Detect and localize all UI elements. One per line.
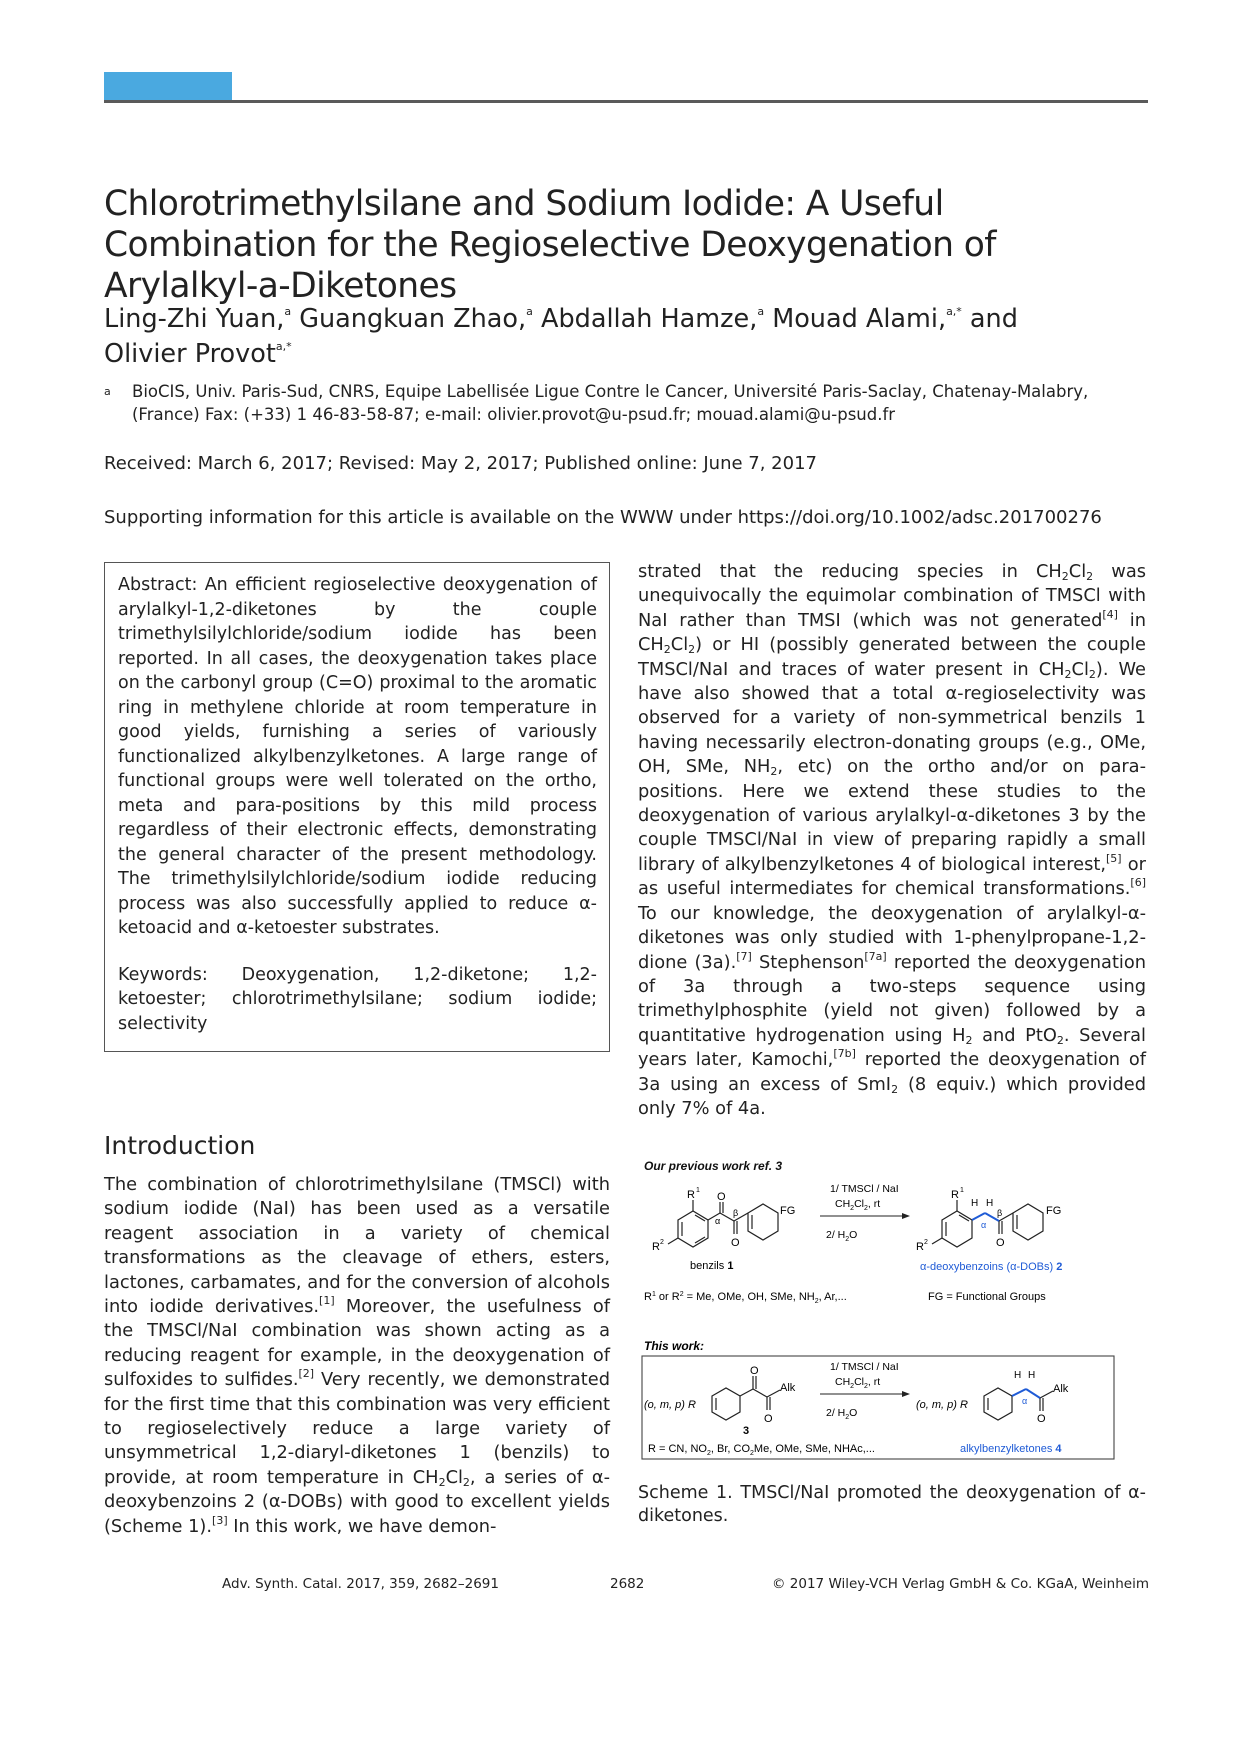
text-run: ) or HI (possibly generated between the couple TMSCl/NaI and traces of water present in CH xyxy=(638,634,1146,680)
citation-ref[interactable]: [7b] xyxy=(833,1047,856,1061)
intro-text-run: Moreover, the usefulness of the TMSCl/NaI combination was shown acting as a reducing reagent for example, in the deoxygenation of sulfoxides to sulfides. xyxy=(104,1296,611,1391)
alk-label: Alk xyxy=(780,1382,796,1394)
reagent-line-2: $CH_2Cl_2$, rt xyxy=(835,1198,881,1212)
keywords-label: Keywords: xyxy=(118,964,208,985)
text-run: Cl xyxy=(1068,561,1087,582)
oxygen-label: O xyxy=(1037,1413,1046,1425)
subscript: 2 xyxy=(891,1082,899,1096)
intro-text-run: Very recently, we demonstrated for the first time that this combination was very efficient to regioselectively reduce a large variety of unsymmetrical 1,2-diaryl-diketones 1 (benzils) to provide, at room temperature in CH xyxy=(104,1369,610,1488)
author-name[interactable]: Mouad Alami, xyxy=(772,304,947,334)
r2-superscript: 2 xyxy=(660,1239,664,1246)
author-name[interactable]: Olivier Provot xyxy=(104,339,276,369)
text-run: Cl xyxy=(1071,658,1089,680)
author-affiliation-mark: a xyxy=(284,305,292,318)
this-work-label: This work: xyxy=(644,1339,705,1353)
citation-ref[interactable]: [7] xyxy=(736,949,752,963)
oxygen-label: O xyxy=(764,1413,773,1425)
alk-label: Alk xyxy=(1053,1383,1069,1395)
text-run: in CH xyxy=(638,609,1146,656)
subscript: 2 xyxy=(1086,570,1094,583)
hydrogen-label: H xyxy=(986,1198,994,1209)
author-and: and xyxy=(969,304,1018,334)
intro-text-run: In this work, we have demon- xyxy=(227,1515,497,1537)
introduction-heading: Introduction xyxy=(104,1131,256,1160)
r-definition: $R^1$ or $R^2 = Me$, OMe, OH, SMe, $NH_2$, Ar,... xyxy=(644,1291,847,1305)
citation-ref[interactable]: [1] xyxy=(319,1294,335,1308)
subscript: 2 xyxy=(1056,1033,1064,1047)
caption-label: Scheme 1. xyxy=(638,1483,733,1503)
text-run: was unequivocally the equimolar combination of TMSCl with NaI rather than TMSI (which was not generated xyxy=(638,561,1146,631)
alpha-label: α xyxy=(715,1216,721,1226)
author-affiliation-mark: a xyxy=(757,305,765,318)
affiliation-mark: a xyxy=(104,385,111,398)
r2-superscript: 2 xyxy=(924,1239,928,1246)
article-title: Chlorotrimethylsilane and Sodium Iodide: A Useful Combination for the Regioselective Deoxygenation of Arylalkyl-a-Diketones xyxy=(104,184,996,306)
author-affiliation-mark: a,* xyxy=(275,340,292,353)
oxygen-label: O xyxy=(750,1365,759,1377)
oxygen-label: O xyxy=(731,1237,740,1249)
subscript: 2 xyxy=(438,1475,446,1489)
caption-text: TMSCl/NaI promoted the deoxygenation of α-diketones. xyxy=(638,1483,1146,1526)
r2-label: R xyxy=(916,1241,924,1253)
r1-label: R xyxy=(687,1189,695,1201)
r1-label: R xyxy=(951,1189,959,1201)
citation-ref[interactable]: [2] xyxy=(298,1367,315,1381)
reagent-line-1: 1/ TMSCl / NaI xyxy=(830,1183,899,1195)
text-run: . Several years later, Kamochi, xyxy=(638,1024,1146,1071)
text-run: or as useful intermediates for chemical transformations. xyxy=(638,853,1146,900)
introduction-paragraph xyxy=(104,1173,610,1539)
header-rule xyxy=(104,100,1148,103)
benzil-structure xyxy=(668,1200,778,1247)
beta-label: β xyxy=(997,1208,1003,1218)
dob-label: α-deoxybenzoins (α-DOBs) 2 xyxy=(920,1261,1063,1273)
subscript: 2 xyxy=(770,765,778,779)
benzils-label: benzils 1 xyxy=(690,1260,734,1272)
alpha-label: α xyxy=(1022,1396,1028,1406)
abstract-paragraph xyxy=(118,573,597,941)
r1-superscript: 1 xyxy=(696,1187,700,1194)
text-run: (8 equiv.) which provided only 7% of 4a. xyxy=(638,1073,1146,1119)
author-name[interactable]: Ling-Zhi Yuan, xyxy=(104,304,285,334)
intro-text-run: Cl xyxy=(445,1466,463,1488)
abstract-label: Abstract: xyxy=(118,575,198,595)
fg-label: FG xyxy=(780,1205,796,1217)
received-dates: Received: March 6, 2017; Revised: May 2, 2017; Published online: June 7, 2017 xyxy=(104,453,817,474)
citation-ref[interactable]: [5] xyxy=(1105,851,1122,865)
text-run: Cl xyxy=(670,634,689,656)
author-name[interactable]: Guangkuan Zhao, xyxy=(299,304,527,334)
beta-label: β xyxy=(733,1208,739,1218)
text-run: Stephenson xyxy=(751,951,865,973)
text-run: To our knowledge, the deoxygenation of arylalkyl-α-diketones was only studied with 1-phenylpropane-1,2-dione (3a). xyxy=(638,902,1146,973)
citation-ref[interactable]: [3] xyxy=(212,1513,228,1527)
reagent-line-2: $CH_2Cl_2$, rt xyxy=(835,1376,881,1390)
r-definition-work: R = CN, $NO_2$, Br, $CO_2Me$, OMe, SMe, NHAc,... xyxy=(648,1443,875,1457)
subscript: 2 xyxy=(462,1475,470,1489)
footer-page-number: 2682 xyxy=(610,1576,645,1592)
fg-definition: FG = Functional Groups xyxy=(928,1291,1046,1303)
intro-text-run: The combination of chlorotrimethylsilane (TMSCl) with sodium iodide (NaI) has been used as a versatile reagent association in a variety of chemical transformations as the cleavage of ethers, esters, lactones, carbamates, and for the conversion of alcohols into iodide derivatives. xyxy=(104,1174,610,1318)
subscript: 2 xyxy=(1088,667,1096,681)
alkylbenzylketones-label: alkylbenzylketones 4 xyxy=(960,1443,1062,1455)
arrowhead xyxy=(902,1391,910,1397)
subscript: 2 xyxy=(1061,570,1069,583)
hydrogen-label: H xyxy=(971,1198,979,1209)
author-affiliation-mark: a,* xyxy=(946,305,962,318)
right-column-text xyxy=(638,560,1146,1121)
subscript: 2 xyxy=(688,643,696,657)
scheme-caption xyxy=(638,1482,1146,1528)
footer-copyright: © 2017 Wiley-VCH Verlag GmbH & Co. KGaA, Weinheim xyxy=(772,1576,1149,1592)
omp-label: (o, m, p) R xyxy=(644,1399,696,1411)
text-run: strated that the reducing species in CH xyxy=(638,561,1062,582)
keywords-paragraph xyxy=(118,963,597,1037)
keywords-text: Deoxygenation, 1,2-diketone; 1,2-ketoester; chlorotrimethylsilane; sodium iodide; selectivity xyxy=(118,964,597,1034)
citation-ref[interactable]: [4] xyxy=(1102,607,1118,621)
supporting-info-link[interactable]: Supporting information for this article is available on the WWW under https://doi.org/10.1002/adsc.201700276 xyxy=(104,507,1102,528)
abstract-text: An efficient regioselective deoxygenation of arylalkyl-1,2-diketones by the couple trimethylsilylchloride/sodium iodide has been reported. In all cases, the deoxygenation takes place on the carbonyl group (C=O) proximal to the aromatic ring in methylene chloride at room temperature in good yields, furnishing a series of variously functionalized alkylbenzylketones. A large range of functional groups were well tolerated on the ortho, meta and para-positions by this mild process regardless of their electronic effects, demonstrating the general character of the present methodology. The trimethylsilylchloride/sodium iodide reducing process was also successfully applied to reduce α-ketoacid and α-ketoester substrates. xyxy=(118,575,597,938)
subscript: 2 xyxy=(663,643,671,657)
text-run: and PtO xyxy=(972,1024,1057,1046)
text-run: reported the deoxygenation of 3a through a two-steps sequence using trimethylphosphite (yield not given) followed by a quantitative hydrogenation using H xyxy=(638,951,1147,1046)
omp-label: (o, m, p) R xyxy=(916,1399,968,1411)
author-list xyxy=(104,302,1144,372)
author-affiliation-mark: a xyxy=(526,305,533,318)
alpha-label: α xyxy=(981,1220,987,1230)
text-run: reported the deoxygenation of 3a using an excess of SmI xyxy=(638,1049,1146,1095)
arrowhead xyxy=(902,1213,910,1219)
affiliation xyxy=(104,380,1154,426)
footer-journal: Adv. Synth. Catal. 2017, 359, 2682–2691 xyxy=(222,1576,499,1592)
text-run: ). We have also showed that a total α-regioselectivity was observed for a variety of non-symmetrical benzils 1 having necessarily electron-donating groups (e.g., OMe, OH, SMe, NH xyxy=(638,658,1146,778)
reagent-line-3: 2/ $H_2O$ xyxy=(826,1229,858,1243)
header-accent-bar xyxy=(104,72,232,100)
reagent-line-1: 1/ TMSCl / NaI xyxy=(830,1361,899,1373)
compound-3-label: 3 xyxy=(743,1425,750,1437)
right-paragraph xyxy=(638,560,1146,1121)
author-name[interactable]: Abdallah Hamze, xyxy=(541,304,758,334)
fg-label: FG xyxy=(1046,1205,1062,1217)
r1-superscript: 1 xyxy=(960,1187,964,1194)
r2-label: R xyxy=(652,1241,660,1253)
oxygen-label: O xyxy=(996,1237,1005,1249)
reagent-line-3: 2/ $H_2O$ xyxy=(826,1407,858,1421)
hydrogen-label: H xyxy=(1014,1370,1022,1381)
introduction-text xyxy=(104,1173,610,1539)
citation-ref[interactable]: [7a] xyxy=(864,949,887,963)
affiliation-line-2[interactable]: (France) Fax: (+33) 1 46-83-58-87; e-mail: olivier.provot@u-psud.fr; mouad.alami@u-psud.fr xyxy=(132,405,896,424)
oxygen-label: O xyxy=(717,1191,726,1203)
scheme-prev-label: Our previous work ref. 3 xyxy=(644,1159,783,1173)
subscript: 2 xyxy=(965,1033,973,1047)
hydrogen-label: H xyxy=(1028,1370,1036,1381)
intro-text-run: , a series of α-deoxybenzoins 2 (α-DOBs) with good to excellent yields (Scheme 1). xyxy=(104,1466,610,1537)
text-run: , etc) on the ortho and/or on para-positions. Here we extend these studies to the deoxygenation of various arylalkyl-α-diketones 3 by the couple TMSCl/NaI in view of preparing rapidly a small library of alkylbenzylketones 4 of biological interest, xyxy=(638,756,1146,875)
abstract-box xyxy=(104,562,610,1052)
citation-ref[interactable]: [6] xyxy=(1130,876,1146,890)
scheme-1-figure xyxy=(640,1158,1140,1468)
subscript: 2 xyxy=(1064,667,1072,681)
affiliation-line-1: BioCIS, Univ. Paris-Sud, CNRS, Equipe Labellisée Ligue Contre le Cancer, Université Paris-Saclay, Chatenay-Malabry, xyxy=(132,382,1089,401)
